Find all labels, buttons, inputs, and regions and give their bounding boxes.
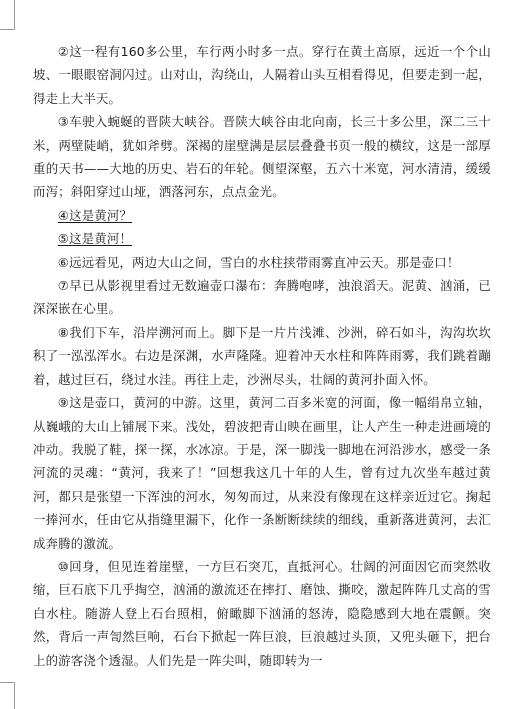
- paragraph-3: ③车驶入蜿蜒的晋陕大峡谷。晋陕大峡谷由北向南，长三十多公里，深二三十米，两壁陡峭，犹如斧劈。深褐的崖壁满是层层叠叠书页一般的横纹，这是一部厚重的天书——大地的历史、岩石的年轮。侧望深壑，五六十米宽，河水清清，缓缓而泻；斜阳穿过山垭，洒落河东，点点金光。: [33, 114, 491, 200]
- paragraph-9: ⑨这是壶口，黄河的中游。这里，黄河二百多米宽的河面，像一幅绢帛立轴，从巍峨的大山上铺展下来。浅处，碧波把青山映在画里，让人产生一种走进画境的冲动。我脱了鞋，探一探，水冰凉。于是，深一脚浅一脚地在河沿涉水，感受一条河流的灵魂：“黄河，我来了！”回想我这几十年的人生，曾有过九次坐车越过黄河，都只是张望一下浑浊的河水，匆匆而过，从来没有像现在这样亲近过它。掬起一捧河水，任由它从指缝里漏下，化作一条断断续续的细线，重新落进黄河，去汇成奔腾的激流。: [33, 395, 491, 551]
- paragraph-4: ④这是黄河？: [57, 207, 133, 223]
- paragraph-8: ⑧我们下车，沿岸溯河而上。脚下是一片片浅滩、沙洲，碎石如斗，沟沟坎坎积了一泓泓浑水。右边是深渊，水声隆隆。迎着冲天水柱和阵阵雨雾，我们跳着蹦着，越过巨石，绕过水洼。再往上走，沙洲尽头，壮阔的黄河扑面入怀。: [33, 324, 491, 387]
- article-body: [33, 40, 491, 672]
- paragraph-5: ⑤这是黄河！: [57, 231, 133, 247]
- paragraph-6: ⑥远远看见，两边大山之间，雪白的水柱挟带雨雾直冲云天。那是壶口！: [57, 254, 460, 270]
- paragraph-7: ⑦早已从影视里看过无数遍壶口瀑布：奔腾咆哮，浊浪滔天。泥黄、汹涌，已深深嵌在心里。: [33, 278, 491, 317]
- paragraph-10: ⑩回身，但见连着崖壁，一方巨石突兀，直抵河心。壮阔的河面因它而突然收缩，巨石底下几乎掏空，汹涌的激流还在摔打、磨蚀、撕咬，激起阵阵几丈高的雪白水柱。随游人登上石台照相，俯瞰脚下汹涌的怒涛，隐隐感到大地在震颤。突然，背后一声訇然巨响，石台下掀起一阵巨浪，巨浪越过头顶，又兜头砸下，把台上的游客浇个透湿。人们先是一阵尖叫，随即转为一: [33, 558, 491, 668]
- paragraph-2: ②这一程有160多公里，车行两小时多一点。穿行在黄土高原，远近一个个山坡、一眼眼窑洞闪过。山对山，沟绕山，人隔着山头互相看得见，但要走到一起，得走上大半天。: [33, 44, 491, 106]
